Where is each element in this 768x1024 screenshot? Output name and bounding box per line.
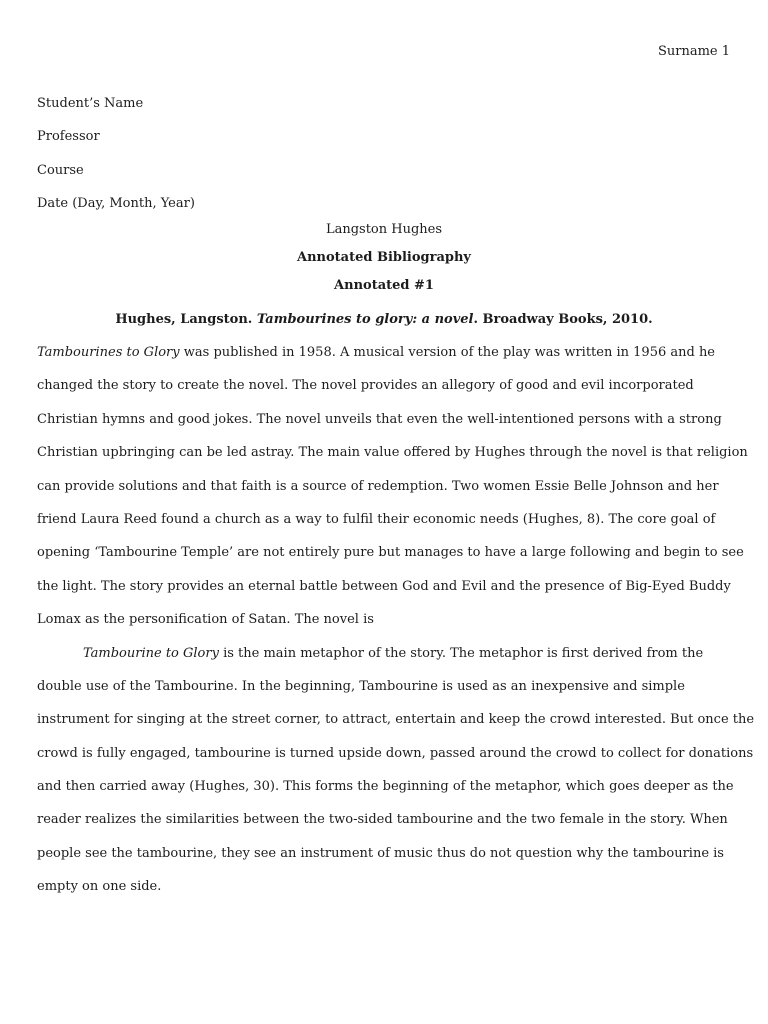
mla-heading: [37, 87, 737, 221]
running-head: Surname 1: [657, 44, 730, 59]
professor-name: Professor: [37, 129, 100, 145]
citation-author: Hughes, Langston.: [115, 312, 253, 327]
title-block: [0, 216, 768, 300]
title-author: Langston Hughes: [325, 222, 443, 237]
citation: [0, 306, 768, 334]
paragraph-1-line: Christian upbringing can be led astray. The main value offered by Hughes through the novel is that religion: [37, 445, 748, 461]
date-line: Date (Day, Month, Year): [37, 196, 195, 212]
citation-line: [0, 306, 768, 334]
paragraph-2-line: instrument for singing at the street corner, to attract, entertain and keep the crowd interested. But once the: [37, 712, 755, 728]
paragraph-2-line: crowd is fully engaged, tambourine is turned upside down, passed around the crowd to collect for donations: [37, 745, 754, 761]
paragraph-1-line: opening ‘Tambourine Temple’ are not entirely pure but manages to have a large following and begin to see: [37, 545, 744, 561]
paragraph-1-line: can provide solutions and that faith is a source of redemption. Two women Essie Belle Johnson and her: [37, 478, 719, 494]
paragraph-1-line: Christian hymns and good jokes. The novel unveils that even the well-intentioned persons with a strong: [37, 411, 722, 427]
paragraph-2-line: empty on one side.: [37, 879, 162, 895]
student-name: Student’s Name: [37, 96, 144, 111]
paragraph-2-line: reader realizes the similarities between the two-sided tambourine and the two female in the story. When: [37, 812, 728, 828]
paragraph-2-line-1-text: is the main metaphor of the story. The metaphor is first derived from the: [218, 645, 704, 661]
entry-label: Annotated #1: [334, 278, 434, 293]
paragraph-1-italic-title: Tambourines to Glory: [37, 345, 180, 360]
paragraph-2-line: and then carried away (Hughes, 30). This forms the beginning of the metaphor, which goes deeper as the: [37, 779, 734, 795]
document-title: Annotated Bibliography: [296, 250, 471, 265]
paragraph-1-line: Lomax as the personification of Satan. The novel is: [37, 612, 374, 628]
paragraph-1-line-1-text: was published in 1958. A musical version of the play was written in 1956 and he: [179, 345, 716, 360]
citation-work-title: Tambourines to glory: a novel: [256, 312, 474, 327]
paragraph-1-line: changed the story to create the novel. The novel provides an allegory of good and evil incorporated: [37, 378, 694, 394]
course-name: Course: [37, 162, 84, 178]
paragraph-2-line: people see the tambourine, they see an instrument of music thus do not question why the tambourine is: [37, 845, 724, 861]
annotation-body: [37, 336, 755, 904]
paragraph-2-line-1: [37, 637, 737, 670]
citation-publisher: . Broadway Books, 2010.: [473, 312, 653, 327]
paragraph-1-line: the light. The story provides an eternal battle between God and Evil and the presence of Big-Eyed Buddy: [37, 578, 731, 594]
paragraph-2-line: double use of the Tambourine. In the beginning, Tambourine is used as an inexpensive and simple: [37, 678, 685, 694]
paragraph-2-italic-title: Tambourine to Glory: [83, 645, 219, 661]
paragraph-1-line-1: [37, 336, 737, 369]
paragraph-1-line: friend Laura Reed found a church as a way to fulfil their economic needs (Hughes, 8). The core goal of: [37, 511, 716, 527]
